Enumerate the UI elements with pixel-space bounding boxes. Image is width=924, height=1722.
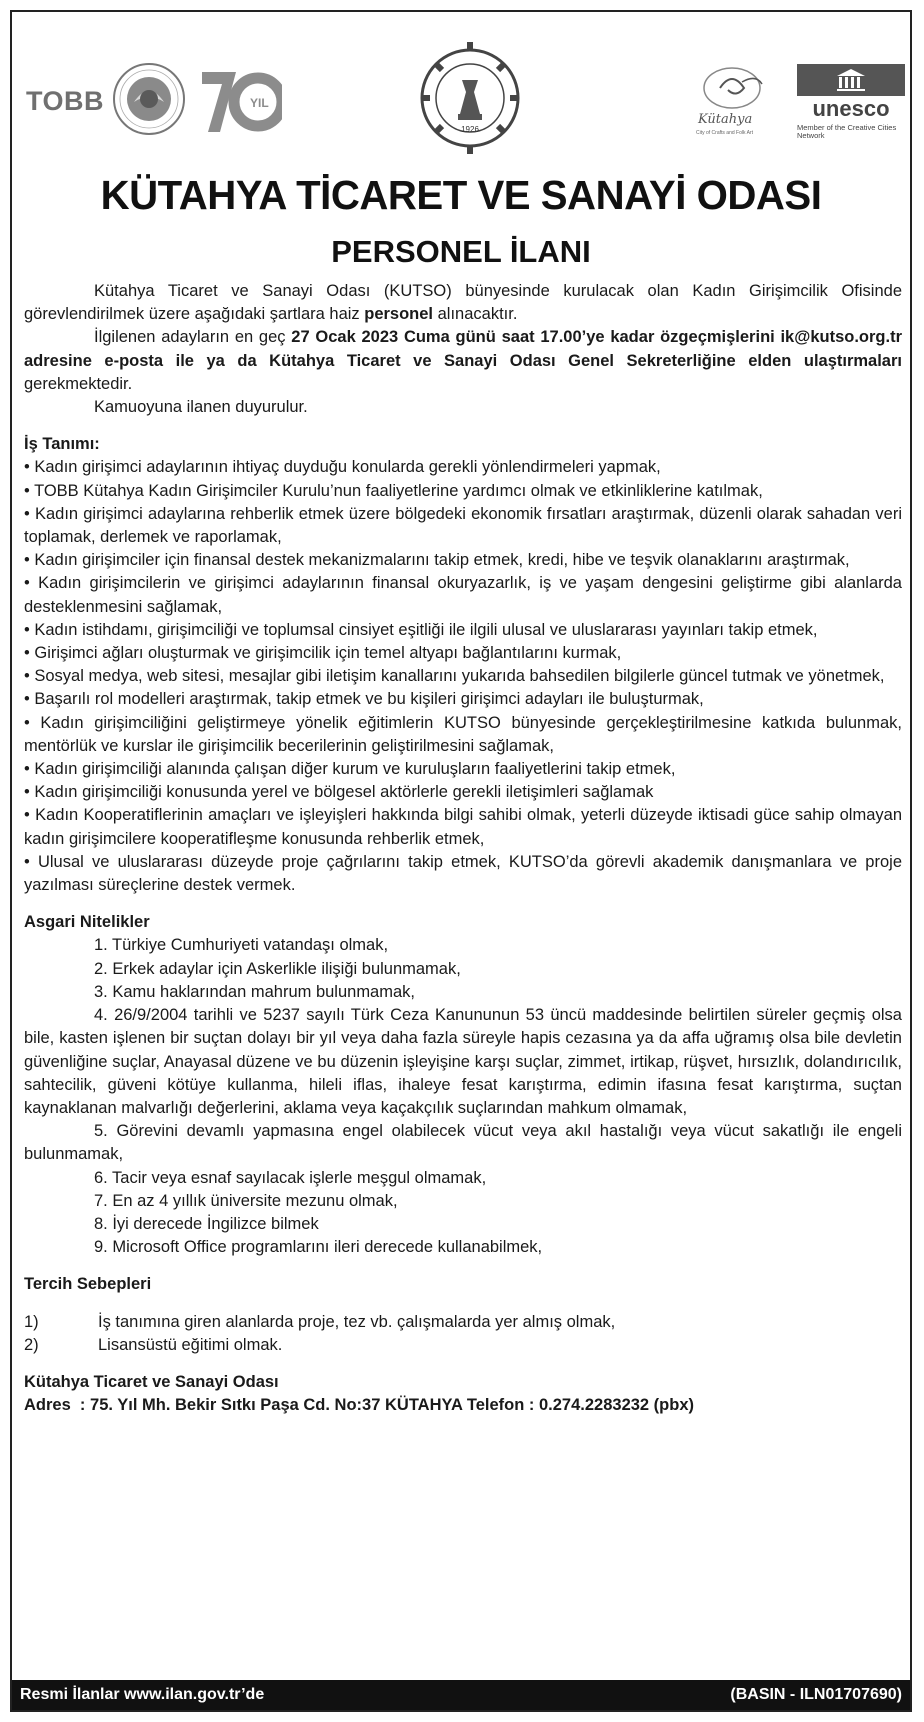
unesco-subtext: Member of the Creative Cities Network [797, 123, 897, 140]
qualification-item: 5. Görevini devamlı yapmasına engel olabilecek vücut veya akıl hastalığı veya vücut sakatlığı ile engeli bulunmamak, [24, 1122, 902, 1164]
job-item: • Kadın girişimciliğini geliştirmeye yönelik eğitimlerin KUTSO bünyesinde gerçekleştirilmesine katkıda bulunmak, mentörlük ve kurslar ile girişimcilik becerilerinin geliştirilmesini sağlamak, [24, 713, 902, 755]
footer-reference-code: (BASIN - ILN01707690) [730, 1686, 902, 1703]
kutahya-logo-text: Kütahya [698, 112, 753, 127]
unesco-temple-icon [797, 64, 905, 96]
page-subtitle: PERSONEL İLANI [331, 234, 591, 269]
job-item: • Kadın girişimcilerin ve girişimci adaylarının finansal okuryazarlık, iş ve yaşam dengesini geliştirme gibi alanlarda desteklenmesini sağlamak, [24, 574, 902, 616]
qualification-item: 4. 26/9/2004 tarihli ve 5237 sayılı Türk Ceza Kanununun 53 üncü maddesinde belirtilen süreler geçmiş olsa bile, kasten işlenen bir suçtan dolayı bir yıl veya daha fazla süreyle hapis cezasına ya da affa uğramış olsa bile devletin güvenliğine suçlar, Anayasal düzene ve bu düzenin işleyişine karşı suçlar, zimmet, irtikap, rüşvet, hırsızlık, dolandırıcılık, sahtecilik, güveni kötüye kullanma, hileli iflas, ihaleye fesat karıştırma, edimin ifasına fesat karıştırma, suçtan kaynaklanan malvarlığı değerlerini, aklama veya kaçakçılık suçlarından mahkum olmamak, [24, 1006, 902, 1117]
preference-item [24, 1311, 902, 1334]
job-item: • Kadın istihdamı, girişimciliği ve toplumsal cinsiyet eşitliği ile ilgili ulusal ve uluslararası yayınları takip etmek, [24, 620, 818, 639]
unesco-text: unesco [812, 96, 890, 121]
announcement-frame [10, 10, 912, 1712]
job-item: • Kadın girişimciliği alanında çalışan diğer kurum ve kuruluşların faaliyetlerini takip etmek, [24, 760, 676, 779]
unesco-temple-block [797, 64, 905, 96]
qualification-item: 7. En az 4 yıllık üniversite mezunu olmak, [94, 1191, 398, 1210]
intro-paragraph-2: İlgilenen adayların en geç 27 Ocak 2023 Cuma günü saat 17.00’ye kadar özgeçmişlerini ik@kutso.org.tr adresine e-posta ile ya da Kütahya Ticaret ve Sanayi Odası Genel Sekreterliğine elden ulaştırmaları gerekmektedir. [24, 328, 902, 393]
qualification-item: 1. Türkiye Cumhuriyeti vatandaşı olmak, [94, 936, 389, 955]
job-item: • Kadın girişimci adaylarına rehberlik etmek üzere bölgedeki ekonomik fırsatları araştırmak, düzenli olarak sahadan veri toplamak, derlemek ve raporlamak, [24, 504, 902, 547]
job-item: • Kadın girişimciliği konusunda yerel ve bölgesel aktörlerle gerekli iletişimleri sağlamak [24, 783, 654, 802]
qualification-item: 9. Microsoft Office programlarını ileri derecede kullanabilmek, [94, 1238, 543, 1257]
footer-bar [12, 1680, 910, 1710]
unesco-logo [797, 64, 905, 140]
qualification-item: 6. Tacir veya esnaf sayılacak işlerle meşgul olmamak, [94, 1168, 487, 1187]
job-item: • Kadın girişimci adaylarının ihtiyaç duyduğu konularda gerekli yönlendirmeleri yapmak, [24, 458, 661, 477]
intro-paragraph-3: Kamuoyuna ilanen duyurulur. [94, 398, 308, 417]
preference-number: 1) [24, 1312, 39, 1331]
preferences-heading: Tercih Sebepleri [24, 1275, 152, 1294]
kutahya-swirl-icon [692, 64, 782, 110]
job-item: • TOBB Kütahya Kadın Girişimciler Kurulu’nun faaliyetlerine yardımcı olmak ve etkinliklerine katılmak, [24, 481, 763, 500]
kutahya-logo-subtext: City of Crafts and Folk Art [696, 130, 753, 136]
footer-left-text: Resmi İlanlar www.ilan.gov.tr’de [20, 1686, 265, 1703]
tobb-seal-icon [112, 62, 186, 136]
preference-item [24, 1334, 902, 1357]
job-heading: İş Tanımı: [24, 435, 100, 454]
job-item: • Başarılı rol modelleri araştırmak, takip etmek ve bu kişileri girişimci adayları ile buluşturmak, [24, 690, 704, 709]
job-item: • Girişimci ağları oluşturmak ve girişimcilik için temel altyapı bağlantılarını kurmak, [24, 644, 622, 663]
preference-number: 2) [24, 1335, 39, 1354]
job-item: • Sosyal medya, web sitesi, mesajlar gibi iletişim kanallarını yukarıda bahsedilen bilgilerle güncel tutmak ve yönetmek, [24, 667, 885, 686]
contact-address: Adres : 75. Yıl Mh. Bekir Sıtkı Paşa Cd. No:37 KÜTAHYA Telefon : 0.274.2283232 (pbx) [24, 1396, 695, 1415]
kutahya-city-logo [692, 64, 782, 140]
preference-text: Lisansüstü eğitimi olmak. [98, 1335, 283, 1354]
qualification-item: 8. İyi derecede İngilizce bilmek [94, 1214, 319, 1233]
qualification-item: 3. Kamu haklarından mahrum bulunmamak, [94, 982, 415, 1001]
kutso-seal-icon [418, 36, 522, 160]
job-item: • Kadın Kooperatiflerinin amaçları ve işleyişleri hakkında bilgi sahibi olmak, yeterli düzeyde iktisadi güce sahip olmayan kadın girişimcilere kooperatifleşme konusunda rehberlik etmek, [24, 806, 902, 848]
logo-bar [12, 12, 910, 162]
contact-organization: Kütahya Ticaret ve Sanayi Odası [24, 1372, 279, 1391]
kutso-seal-year: 1926 [461, 125, 479, 134]
announcement-body [24, 280, 902, 1417]
tobb-logo: TOBB [26, 86, 105, 116]
qualification-item: 2. Erkek adaylar için Askerlikle ilişiği bulunmamak, [94, 959, 461, 978]
intro-paragraph-1: Kütahya Ticaret ve Sanayi Odası (KUTSO) bünyesinde kurulacak olan Kadın Girişimcilik Ofisinde görevlendirilmek üzere aşağıdaki şartlara haiz personel alınacaktır. [24, 282, 902, 324]
anniversary-suffix: YIL [250, 96, 269, 110]
page-title: KÜTAHYA TİCARET VE SANAYİ ODASI [100, 172, 822, 218]
job-item: • Kadın girişimciler için finansal destek mekanizmalarını takip etmek, kredi, hibe ve teşvik olanaklarını araştırmak, [24, 551, 850, 570]
job-item: • Ulusal ve uluslararası düzeyde proje çağrılarını takip etmek, KUTSO’da görevli akademik danışmanlara ve proje yazılması süreçlerine destek vermek. [24, 852, 902, 895]
preference-text: İş tanımına giren alanlarda proje, tez vb. çalışmalarda yer almış olmak, [98, 1312, 616, 1331]
anniversary-70-logo [200, 66, 282, 138]
qualifications-heading: Asgari Nitelikler [24, 913, 150, 932]
